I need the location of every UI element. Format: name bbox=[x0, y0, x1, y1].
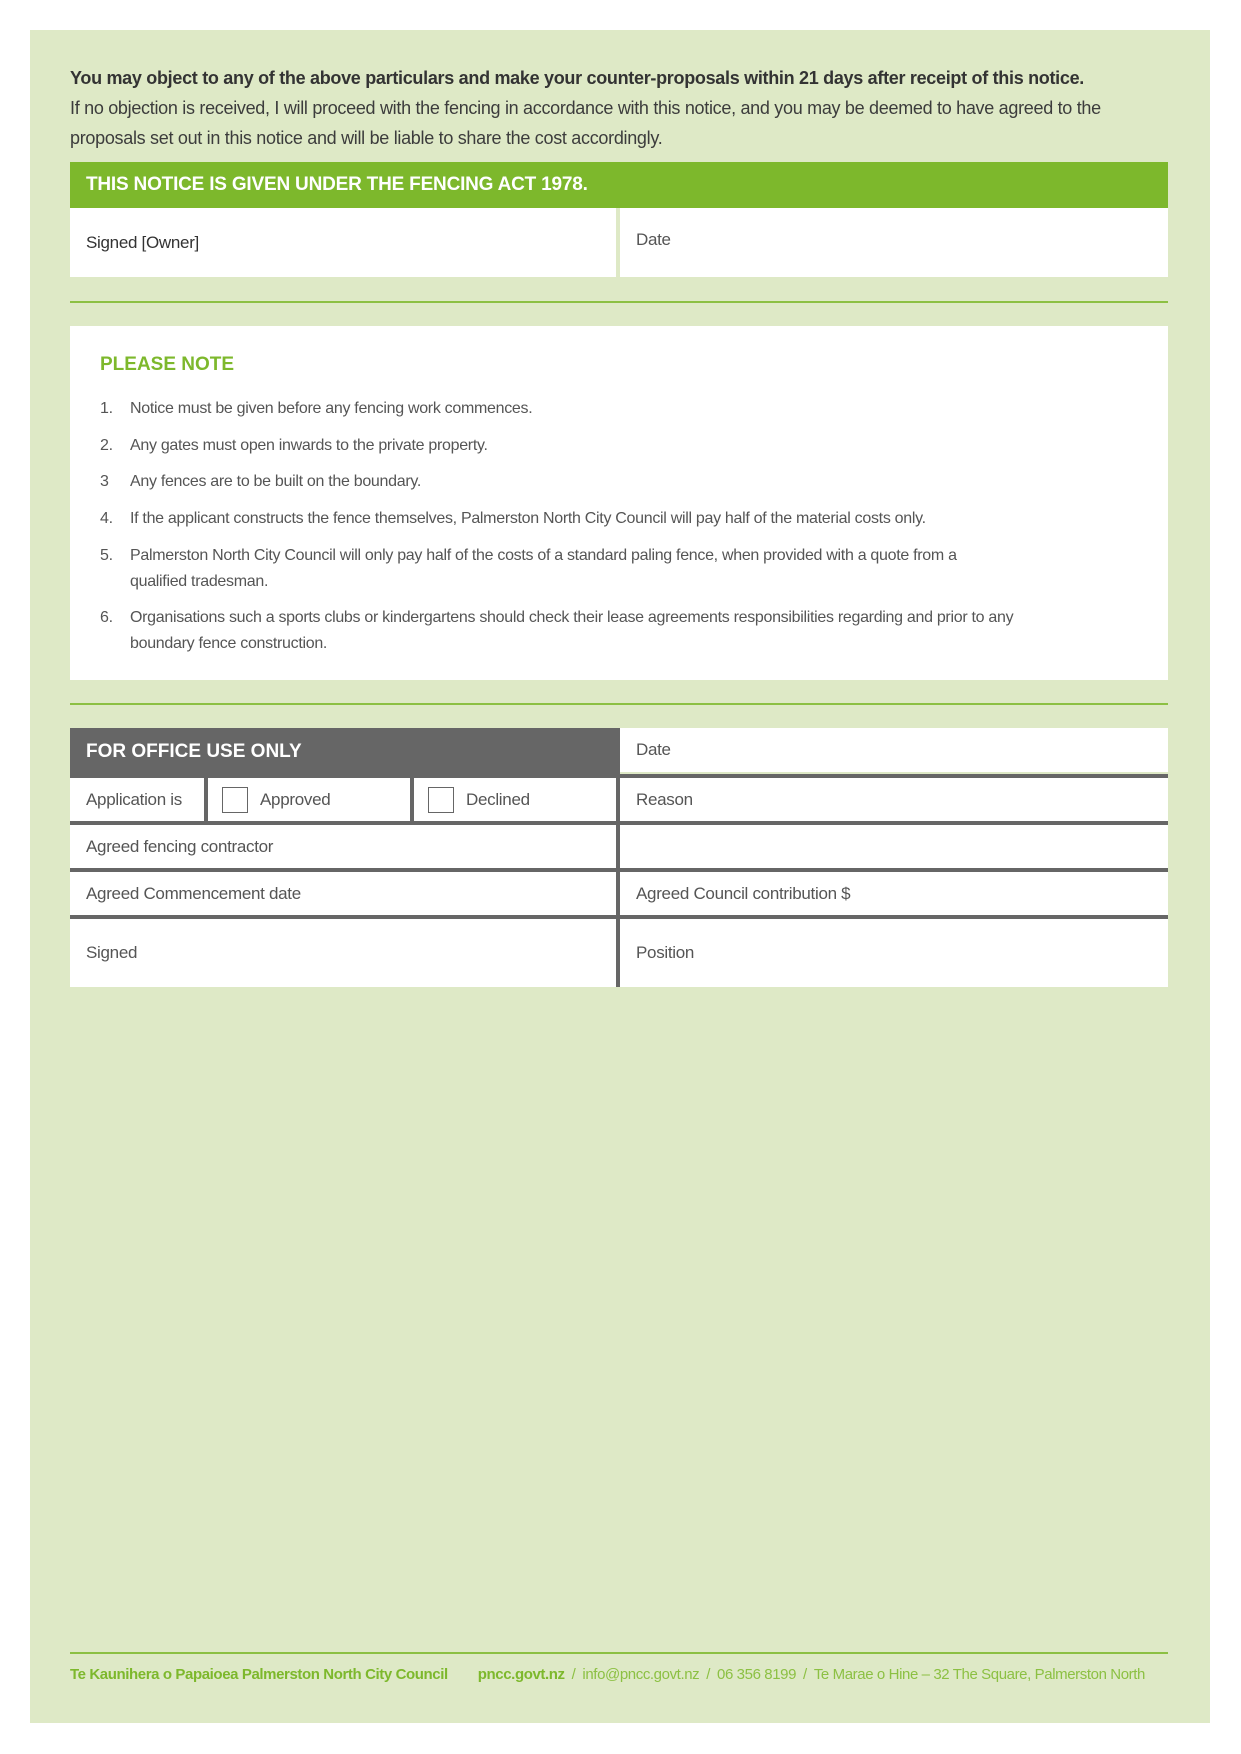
please-note-title: PLEASE NOTE bbox=[100, 354, 235, 375]
signed-owner-field[interactable] bbox=[70, 208, 616, 277]
intro-bold: You may object to any of the above particulars and make your counter-proposals within 21 days after receipt of this notice. bbox=[70, 68, 1085, 88]
contractor-field[interactable]: Agreed fencing contractor bbox=[70, 825, 1168, 868]
application-is-label: Application is bbox=[70, 778, 204, 821]
divider bbox=[70, 703, 1168, 705]
declined-option[interactable]: Declined bbox=[414, 778, 616, 821]
footer-email[interactable]: info@pncc.govt.nz bbox=[582, 1666, 700, 1683]
notice-date-field[interactable] bbox=[620, 208, 1168, 277]
please-note-box bbox=[70, 326, 1168, 680]
approved-checkbox[interactable] bbox=[222, 787, 248, 813]
form-page bbox=[30, 30, 1210, 1723]
note-item: 2. Any gates must open inwards to the private property. bbox=[100, 437, 488, 454]
approved-option[interactable]: Approved bbox=[208, 778, 410, 821]
reason-field[interactable]: Reason bbox=[620, 778, 1168, 821]
note-item: 4. If the applicant constructs the fence themselves, Palmerston North City Council will pay half of the material costs only. bbox=[100, 510, 926, 527]
intro-text bbox=[70, 63, 1180, 153]
footer-address: Te Marae o Hine – 32 The Square, Palmerston North bbox=[813, 1666, 1145, 1683]
position-field[interactable]: Position bbox=[620, 919, 1168, 987]
column-separator bbox=[410, 778, 414, 821]
column-separator bbox=[204, 778, 208, 821]
footer: Te Kaunihera o Papaioea Palmerston North City Council pncc.govt.nz / info@pncc.govt.nz / 06 356 8199 / Te Marae o Hine – 32 The Square, Palmerston North bbox=[70, 1666, 1145, 1683]
note-item: 6. Organisations such a sports clubs or kindergartens should check their lease agreements responsibilities regarding and prior to any boundary fence construction. bbox=[100, 609, 1014, 652]
office-use-header: FOR OFFICE USE ONLY bbox=[70, 728, 618, 775]
office-date-label: Date bbox=[636, 740, 671, 759]
footer-org: Te Kaunihera o Papaioea Palmerston North City Council bbox=[70, 1666, 448, 1683]
notice-date-label: Date bbox=[636, 230, 671, 249]
column-separator bbox=[616, 728, 620, 987]
note-item: 1. Notice must be given before any fencing work commences. bbox=[100, 400, 533, 417]
office-date-field[interactable] bbox=[620, 728, 1168, 772]
divider bbox=[70, 301, 1168, 303]
office-signed-field[interactable]: Signed bbox=[70, 919, 616, 987]
commencement-date-field[interactable]: Agreed Commencement date bbox=[70, 872, 616, 915]
council-contribution-field[interactable]: Agreed Council contribution $ bbox=[620, 872, 1168, 915]
intro-body: If no objection is received, I will proceed with the fencing in accordance with this notice, and you may be deemed to have agreed to the proposals set out in this notice and will be liable to share the cost accordingly. bbox=[70, 98, 1101, 148]
declined-checkbox[interactable] bbox=[428, 787, 454, 813]
footer-phone: 06 356 8199 bbox=[717, 1666, 797, 1683]
footer-website[interactable]: pncc.govt.nz bbox=[477, 1666, 565, 1683]
footer-divider bbox=[70, 1652, 1168, 1654]
note-item: 3 Any fences are to be built on the boundary. bbox=[100, 473, 422, 490]
signed-owner-label: Signed [Owner] bbox=[86, 232, 199, 252]
notice-header: THIS NOTICE IS GIVEN UNDER THE FENCING ACT 1978. bbox=[70, 162, 1168, 208]
note-item: 5. Palmerston North City Council will only pay half of the costs of a standard paling fence, when provided with a quote from a qualified tradesman. bbox=[100, 547, 957, 590]
